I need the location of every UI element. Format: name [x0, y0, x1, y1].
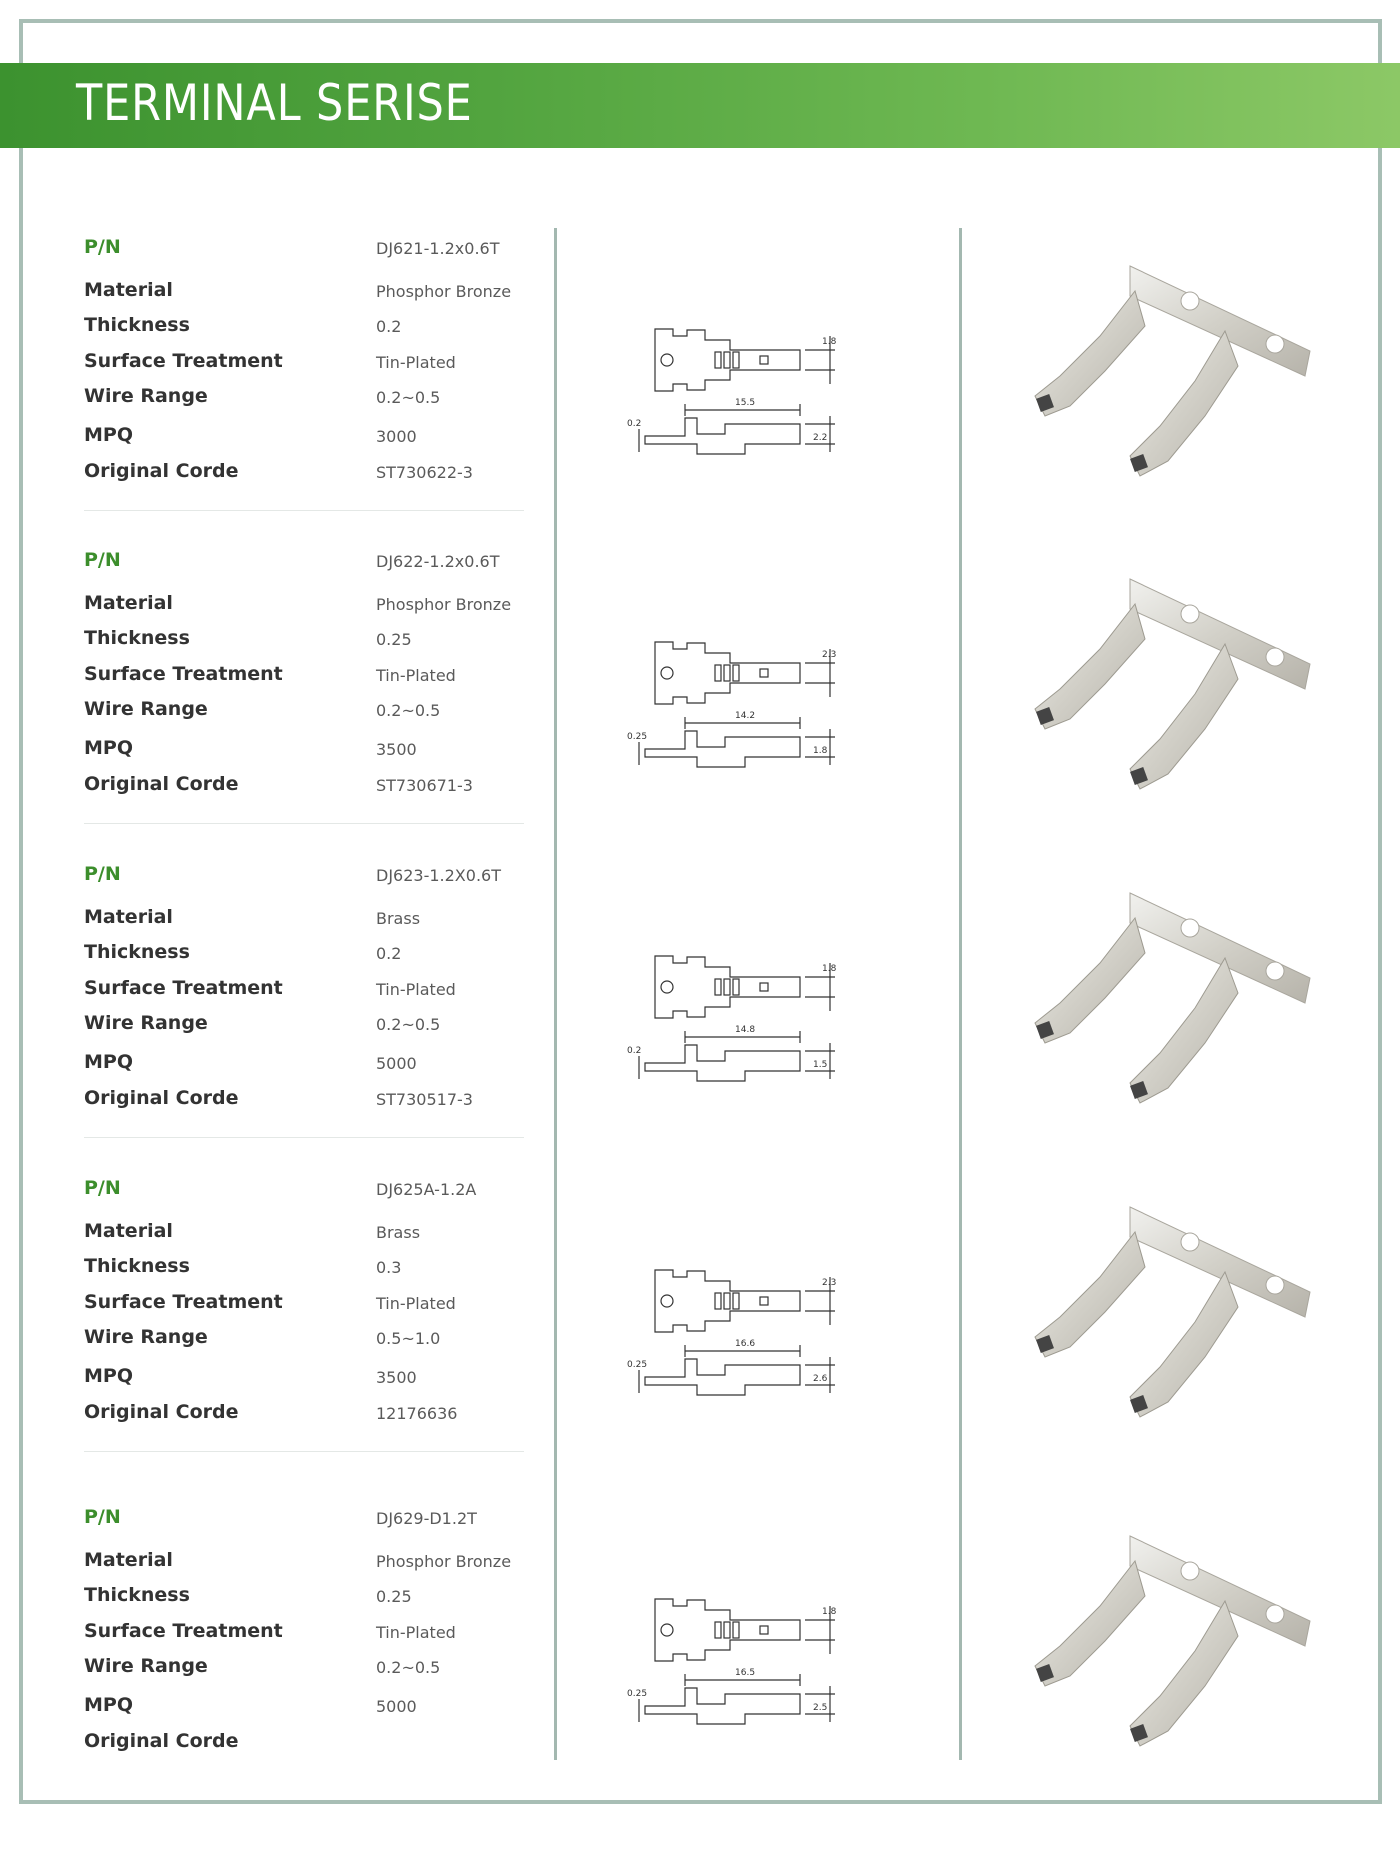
spec-row-mpq [84, 737, 524, 767]
dim-side-height: 2.6 [813, 1374, 828, 1384]
spec-value-orig: 12176636 [376, 1404, 458, 1423]
terminal-photo [1010, 1526, 1340, 1776]
column-divider-right [959, 228, 962, 1760]
spec-label-material: Material [84, 1220, 173, 1242]
dim-top-height: 1.8 [822, 964, 837, 974]
spec-label-material: Material [84, 592, 173, 614]
spec-label-orig: Original Corde [84, 460, 239, 482]
terminal-photo [1010, 569, 1340, 819]
spec-row-mpq [84, 424, 524, 454]
spec-row-thickness [84, 941, 524, 971]
spec-row-thickness [84, 627, 524, 657]
spec-value-material: Phosphor Bronze [376, 1552, 512, 1571]
dim-thickness: 0.2 [627, 419, 642, 429]
spec-row-thickness [84, 314, 524, 344]
spec-label-thickness: Thickness [84, 941, 190, 963]
technical-drawing [625, 1554, 905, 1774]
spec-value-pn: DJ629-D1.2T [376, 1509, 477, 1528]
spec-row-wire [84, 1326, 524, 1356]
spec-value-thickness: 0.2 [376, 317, 402, 336]
spec-value-material: Brass [376, 909, 421, 928]
spec-value-mpq: 5000 [376, 1697, 417, 1716]
spec-label-surface: Surface Treatment [84, 1291, 283, 1313]
spec-row-material [84, 279, 524, 309]
spec-value-mpq: 3500 [376, 740, 417, 759]
dim-top-height: 1.8 [822, 1607, 837, 1617]
spec-label-wire: Wire Range [84, 1012, 208, 1034]
spec-row-orig [84, 1730, 524, 1760]
spec-row-mpq [84, 1051, 524, 1081]
spec-label-orig: Original Corde [84, 1401, 239, 1423]
spec-value-mpq: 3500 [376, 1368, 417, 1387]
spec-value-material: Brass [376, 1223, 421, 1242]
spec-divider [84, 1137, 524, 1138]
spec-label-mpq: MPQ [84, 1694, 133, 1716]
spec-row-wire [84, 385, 524, 415]
spec-row-surface [84, 350, 524, 380]
spec-row-surface [84, 1291, 524, 1321]
spec-value-pn: DJ623-1.2X0.6T [376, 866, 501, 885]
spec-value-mpq: 5000 [376, 1054, 417, 1073]
spec-row-material [84, 906, 524, 936]
dim-top-height: 1.8 [822, 337, 837, 347]
spec-row-mpq [84, 1694, 524, 1724]
spec-row-wire [84, 1655, 524, 1685]
technical-drawing [625, 597, 905, 817]
spec-label-pn: P/N [84, 1506, 121, 1528]
spec-label-mpq: MPQ [84, 424, 133, 446]
spec-label-orig: Original Corde [84, 1087, 239, 1109]
spec-row-orig [84, 460, 524, 490]
dim-top-height: 2.3 [822, 1278, 837, 1288]
spec-value-surface: Tin-Plated [376, 1294, 456, 1313]
dim-top-height: 2.3 [822, 650, 837, 660]
dim-side-height: 2.2 [813, 433, 828, 443]
spec-row-wire [84, 1012, 524, 1042]
spec-value-thickness: 0.3 [376, 1258, 402, 1277]
dim-length: 16.6 [735, 1339, 756, 1349]
spec-value-thickness: 0.2 [376, 944, 402, 963]
spec-value-surface: Tin-Plated [376, 1623, 456, 1642]
spec-divider [84, 823, 524, 824]
spec-value-mpq: 3000 [376, 427, 417, 446]
spec-label-surface: Surface Treatment [84, 350, 283, 372]
spec-value-surface: Tin-Plated [376, 666, 456, 685]
spec-label-thickness: Thickness [84, 627, 190, 649]
spec-row-surface [84, 977, 524, 1007]
spec-label-material: Material [84, 906, 173, 928]
spec-row-wire [84, 698, 524, 728]
spec-row-pn [84, 1177, 524, 1207]
spec-divider [84, 510, 524, 511]
spec-row-mpq [84, 1365, 524, 1395]
dim-thickness: 0.25 [627, 1689, 648, 1699]
spec-row-orig [84, 1087, 524, 1117]
spec-row-thickness [84, 1584, 524, 1614]
spec-row-orig [84, 773, 524, 803]
spec-label-surface: Surface Treatment [84, 1620, 283, 1642]
page-title: TERMINAL SERISE [76, 74, 473, 132]
spec-value-wire: 0.2~0.5 [376, 388, 441, 407]
spec-label-surface: Surface Treatment [84, 663, 283, 685]
spec-divider [84, 1451, 524, 1452]
dim-thickness: 0.25 [627, 732, 648, 742]
spec-value-wire: 0.5~1.0 [376, 1329, 441, 1348]
spec-value-material: Phosphor Bronze [376, 595, 512, 614]
spec-label-wire: Wire Range [84, 1326, 208, 1348]
spec-row-pn [84, 863, 524, 893]
spec-value-wire: 0.2~0.5 [376, 701, 441, 720]
dim-length: 16.5 [735, 1668, 756, 1678]
spec-row-surface [84, 1620, 524, 1650]
spec-value-wire: 0.2~0.5 [376, 1015, 441, 1034]
dim-length: 14.2 [735, 711, 756, 721]
spec-label-mpq: MPQ [84, 1365, 133, 1387]
spec-label-material: Material [84, 1549, 173, 1571]
spec-row-material [84, 1549, 524, 1579]
spec-label-wire: Wire Range [84, 1655, 208, 1677]
spec-row-orig [84, 1401, 524, 1431]
spec-value-material: Phosphor Bronze [376, 282, 512, 301]
spec-value-orig: ST730622-3 [376, 463, 473, 482]
dim-length: 14.8 [735, 1025, 756, 1035]
spec-label-orig: Original Corde [84, 1730, 239, 1752]
spec-value-surface: Tin-Plated [376, 980, 456, 999]
spec-row-thickness [84, 1255, 524, 1285]
terminal-photo [1010, 1197, 1340, 1447]
spec-label-thickness: Thickness [84, 1584, 190, 1606]
dim-thickness: 0.2 [627, 1046, 642, 1056]
spec-row-pn [84, 236, 524, 266]
dim-side-height: 1.8 [813, 746, 828, 756]
spec-value-orig: ST730517-3 [376, 1090, 473, 1109]
dim-side-height: 1.5 [813, 1060, 828, 1070]
spec-label-material: Material [84, 279, 173, 301]
technical-drawing [625, 284, 905, 504]
spec-value-orig: ST730671-3 [376, 776, 473, 795]
spec-label-pn: P/N [84, 1177, 121, 1199]
spec-value-pn: DJ625A-1.2A [376, 1180, 477, 1199]
dim-side-height: 2.5 [813, 1703, 828, 1713]
dim-thickness: 0.25 [627, 1360, 648, 1370]
technical-drawing [625, 911, 905, 1131]
terminal-photo [1010, 256, 1340, 506]
spec-row-pn [84, 549, 524, 579]
spec-label-mpq: MPQ [84, 737, 133, 759]
column-divider-left [554, 228, 557, 1760]
spec-row-pn [84, 1506, 524, 1536]
spec-label-wire: Wire Range [84, 385, 208, 407]
spec-label-thickness: Thickness [84, 1255, 190, 1277]
spec-value-surface: Tin-Plated [376, 353, 456, 372]
spec-value-thickness: 0.25 [376, 1587, 412, 1606]
spec-label-orig: Original Corde [84, 773, 239, 795]
spec-row-material [84, 1220, 524, 1250]
spec-value-pn: DJ622-1.2x0.6T [376, 552, 500, 571]
spec-label-wire: Wire Range [84, 698, 208, 720]
spec-label-thickness: Thickness [84, 314, 190, 336]
spec-value-pn: DJ621-1.2x0.6T [376, 239, 500, 258]
spec-label-pn: P/N [84, 549, 121, 571]
technical-drawing [625, 1225, 905, 1445]
spec-label-mpq: MPQ [84, 1051, 133, 1073]
spec-row-surface [84, 663, 524, 693]
spec-label-surface: Surface Treatment [84, 977, 283, 999]
dim-length: 15.5 [735, 398, 756, 408]
terminal-photo [1010, 883, 1340, 1133]
spec-label-pn: P/N [84, 236, 121, 258]
spec-value-thickness: 0.25 [376, 630, 412, 649]
spec-label-pn: P/N [84, 863, 121, 885]
spec-row-material [84, 592, 524, 622]
spec-value-wire: 0.2~0.5 [376, 1658, 441, 1677]
